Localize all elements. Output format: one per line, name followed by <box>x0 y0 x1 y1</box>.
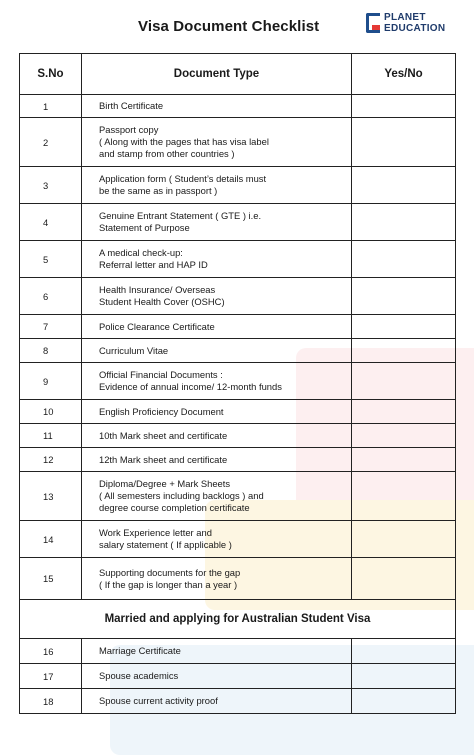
document-type-cell <box>82 95 352 118</box>
document-line: Student Health Cover (OSHC) <box>99 296 225 307</box>
document-line: Passport copy <box>99 124 159 135</box>
document-line: Work Experience letter and <box>99 527 212 538</box>
document-type-cell <box>82 472 352 521</box>
table-row <box>20 472 456 521</box>
table-header-row <box>20 54 456 95</box>
yes-no-cell[interactable] <box>352 167 456 204</box>
row-number: 3 <box>20 167 82 204</box>
row-number: 14 <box>20 521 82 558</box>
yes-no-cell[interactable] <box>352 241 456 278</box>
row-number: 5 <box>20 241 82 278</box>
table-row <box>20 639 456 664</box>
document-line: Referral letter and HAP ID <box>99 259 208 270</box>
row-number: 6 <box>20 278 82 315</box>
document-line: Marriage Certificate <box>99 645 181 656</box>
document-line: Statement of Purpose <box>99 222 190 233</box>
document-type-cell <box>82 167 352 204</box>
table-row <box>20 241 456 278</box>
table-row <box>20 448 456 472</box>
row-number: 10 <box>20 400 82 424</box>
row-number: 18 <box>20 689 82 714</box>
row-number: 2 <box>20 118 82 167</box>
row-number: 17 <box>20 664 82 689</box>
yes-no-cell[interactable] <box>352 521 456 558</box>
page-header <box>0 0 474 52</box>
document-line: English Proficiency Document <box>99 405 224 417</box>
row-number: 8 <box>20 339 82 363</box>
document-type-cell <box>82 278 352 315</box>
logo-line-1: PLANET <box>384 12 426 23</box>
table-row <box>20 278 456 315</box>
logo-line-2: EDUCATION <box>384 23 446 34</box>
table-row <box>20 95 456 118</box>
row-number: 9 <box>20 363 82 400</box>
table-row <box>20 689 456 714</box>
document-line: ( All semesters including backlogs ) and <box>99 490 264 501</box>
document-line: Application form ( Student’s details must <box>99 173 267 184</box>
row-number: 1 <box>20 95 82 118</box>
document-line: Birth Certificate <box>99 100 164 111</box>
yes-no-cell[interactable] <box>352 639 456 664</box>
document-line: A medical check-up: <box>99 247 183 258</box>
document-type-cell <box>82 118 352 167</box>
section-title: Married and applying for Australian Student Visa <box>20 600 456 639</box>
document-type-cell <box>82 521 352 558</box>
table-row <box>20 521 456 558</box>
document-type-cell <box>82 639 352 664</box>
row-number: 12 <box>20 448 82 472</box>
document-type-cell <box>82 400 352 424</box>
table-row <box>20 118 456 167</box>
yes-no-cell[interactable] <box>352 400 456 424</box>
yes-no-cell[interactable] <box>352 204 456 241</box>
table-row <box>20 363 456 400</box>
header-document-type: Document Type <box>82 54 352 95</box>
table-row <box>20 400 456 424</box>
row-number: 4 <box>20 204 82 241</box>
yes-no-cell[interactable] <box>352 339 456 363</box>
yes-no-cell[interactable] <box>352 278 456 315</box>
row-number: 7 <box>20 315 82 339</box>
yes-no-cell[interactable] <box>352 95 456 118</box>
yes-no-cell[interactable] <box>352 664 456 689</box>
table-row <box>20 204 456 241</box>
document-type-cell <box>82 664 352 689</box>
section-row <box>20 600 456 639</box>
document-type-cell <box>82 558 352 600</box>
row-number: 15 <box>20 558 82 600</box>
row-number: 13 <box>20 472 82 521</box>
yes-no-cell[interactable] <box>352 315 456 339</box>
table-row <box>20 558 456 600</box>
table-row <box>20 339 456 363</box>
document-type-cell <box>82 315 352 339</box>
document-line: Police Clearance Certificate <box>99 320 215 332</box>
document-line: salary statement ( If applicable ) <box>99 539 232 550</box>
document-line: ( If the gap is longer than a year ) <box>99 578 238 590</box>
yes-no-cell[interactable] <box>352 363 456 400</box>
document-line: Evidence of annual income/ 12-month funds <box>99 381 282 392</box>
header-yes-no: Yes/No <box>352 54 456 95</box>
yes-no-cell[interactable] <box>352 689 456 714</box>
table-row <box>20 664 456 689</box>
planet-education-logo <box>364 12 474 42</box>
document-line: Genuine Entrant Statement ( GTE ) i.e. <box>99 210 262 221</box>
yes-no-cell[interactable] <box>352 558 456 600</box>
document-type-cell <box>82 448 352 472</box>
document-line: degree course completion certificate <box>99 502 250 513</box>
table-row <box>20 315 456 339</box>
document-line: 10th Mark sheet and certificate <box>99 429 228 441</box>
document-line: Spouse current activity proof <box>99 695 218 706</box>
document-line: Curriculum Vitae <box>99 344 169 356</box>
yes-no-cell[interactable] <box>352 472 456 521</box>
document-type-cell <box>82 363 352 400</box>
yes-no-cell[interactable] <box>352 424 456 448</box>
document-line: Supporting documents for the gap <box>99 566 241 578</box>
document-type-cell <box>82 689 352 714</box>
document-type-cell <box>82 204 352 241</box>
table-row <box>20 424 456 448</box>
yes-no-cell[interactable] <box>352 448 456 472</box>
document-line: Spouse academics <box>99 670 179 681</box>
document-line: Diploma/Degree + Mark Sheets <box>99 478 231 489</box>
header-sno: S.No <box>20 54 82 95</box>
row-number: 11 <box>20 424 82 448</box>
document-line: ( Along with the pages that has visa label <box>99 136 269 147</box>
document-type-cell <box>82 339 352 363</box>
logo-mark-icon <box>366 13 380 33</box>
document-type-cell <box>82 424 352 448</box>
page-title: Visa Document Checklist <box>138 18 320 35</box>
checklist-table <box>19 53 456 714</box>
document-line: 12th Mark sheet and certificate <box>99 453 228 465</box>
document-line: Health Insurance/ Overseas <box>99 284 216 295</box>
document-type-cell <box>82 241 352 278</box>
row-number: 16 <box>20 639 82 664</box>
logo-text <box>384 12 445 34</box>
document-line: and stamp from other countries ) <box>99 148 235 159</box>
yes-no-cell[interactable] <box>352 118 456 167</box>
document-line: Official Financial Documents : <box>99 369 223 380</box>
document-line: be the same as in passport ) <box>99 185 218 196</box>
table-row <box>20 167 456 204</box>
